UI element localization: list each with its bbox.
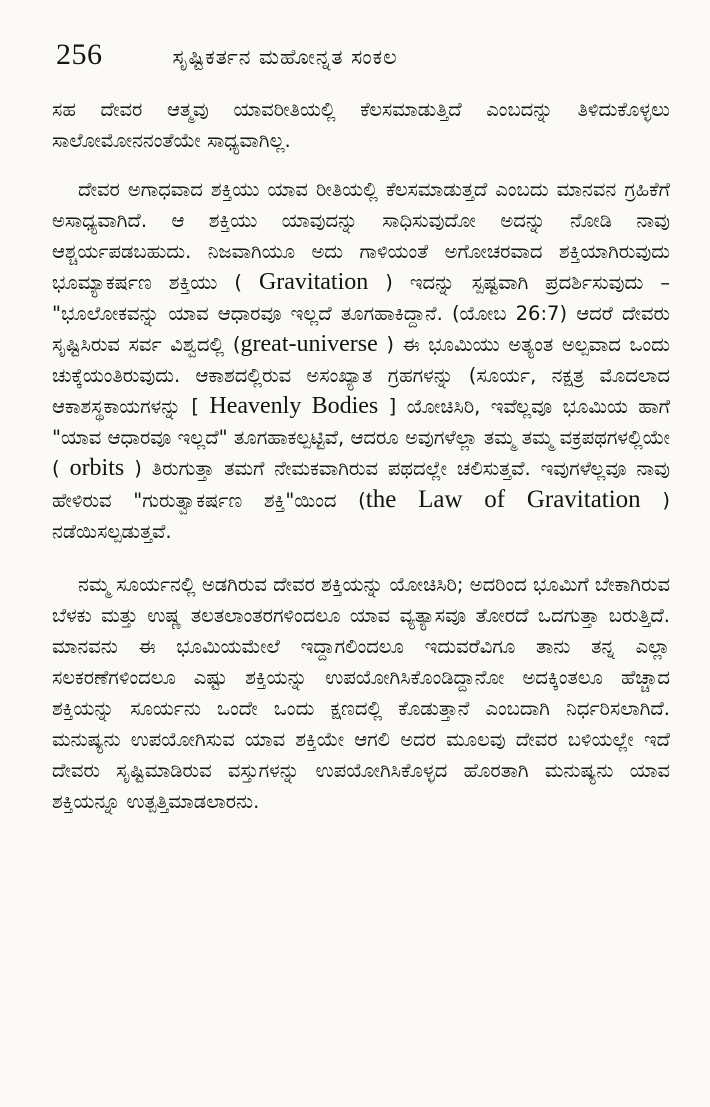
running-title: ಸೃಷ್ಟಿಕರ್ತನ ಮಹೋನ್ನತ ಸಂಕಲ: [172, 45, 398, 69]
paragraph-2: [52, 174, 670, 547]
paragraph-3: [52, 569, 670, 817]
paragraph-3-text: ನಮ್ಮ ಸೂರ್ಯನಲ್ಲಿ ಅಡಗಿರುವ ದೇವರ ಶಕ್ತಿಯನ್ನು ಯೋಚಿಸಿರಿ; ಅದರಿಂದ ಭೂಮಿಗೆ ಬೇಕಾಗಿರುವ ಬೆಳಕು ಮತ್ತು ಉಷ್ಣ ತಲತಲಾಂತರಗಳಿಂದಲೂ ಯಾವ ವ್ಯತ್ಯಾಸವೂ ತೋರದೆ ಒದಗುತ್ತಾ ಬರುತ್ತಿದೆ. ಮಾನವನು ಈ ಭೂಮಿಯಮೇಲೆ ಇದ್ದಾಗಲಿಂದಲೂ ಇದುವರೆವಿಗೂ ತಾನು ತನ್ನ ಎಲ್ಲಾ ಸಲಕರಣೆಗಳಿಂದಲೂ ಎಷ್ಟು ಶಕ್ತಿಯನ್ನು ಉಪಯೋಗಿಸಿಕೊಂಡಿದ್ದಾನೋ ಅದಕ್ಕಿಂತಲೂ ಹೆಚ್ಚಾದ ಶಕ್ತಿಯನ್ನು ಸೂರ್ಯನು ಒಂದೇ ಒಂದು ಕ್ಷಣದಲ್ಲಿ ಕೊಡುತ್ತಾನೆ ಎಂಬದಾಗಿ ನಿರ್ಧರಿಸಲಾಗಿದೆ. ಮನುಷ್ಯನು ಉಪಯೋಗಿಸುವ ಯಾವ ಶಕ್ತಿಯೇ ಆಗಲಿ ಅದರ ಮೂಲವು ದೇವರ ಬಳಿಯಲ್ಲೇ ಇದೆ ದೇವರು ಸೃಷ್ಟಿಮಾಡಿರುವ ವಸ್ತುಗಳನ್ನು ಉಪಯೋಗಿಸಿಕೊಳ್ಳದ ಹೊರತಾಗಿ ಮನುಷ್ಯನು ಯಾವ ಶಕ್ತಿಯನ್ನೂ ಉತ್ಪತ್ತಿಮಾಡಲಾರನು.: [52, 573, 670, 813]
paragraph-2-text-4: ] ಯೋಚಿಸಿರಿ, ಇವೆಲ್ಲವೂ ಭೂಮಿಯ ಹಾಗೆ "ಯಾವ ಆಧಾರವೂ ಇಲ್ಲದೆ" ತೂಗಹಾಕಲ್ಪಟ್ಟಿವೆ, ಆದರೂ ಅವುಗಳೆಲ್ಲಾ ತಮ್ಮ ತಮ್ಮ ವಕ್ರಪಥಗಳಲ್ಲಿಯೇ (: [52, 395, 671, 480]
paragraph-2-text-3: ) ಈ ಭೂಮಿಯು ಅತ್ಯಂತ ಅಲ್ಪವಾದ ಒಂದು ಚುಕ್ಕೆಯಂತಿರುವುದು. ಆಕಾಶದಲ್ಲಿರುವ ಅಸಂಖ್ಯಾತ ಗ್ರಹಗಳನ್ನು (ಸೂರ್ಯ, ನಕ್ಷತ್ರ ಮೊದಲಾದ ಆಕಾಶಸ್ಥಕಾಯಗಳನ್ನು [: [52, 333, 670, 418]
page-header: [52, 38, 670, 94]
page-number: 256: [56, 38, 103, 71]
english-term-great-universe: great-universe: [240, 331, 378, 357]
english-term-orbits: orbits: [69, 455, 125, 481]
book-page: [52, 38, 670, 817]
paragraph-2-text-5: ) ತಿರುಗುತ್ತಾ ತಮಗೆ ನೇಮಕವಾಗಿರುವ ಪಥದಲ್ಲೇ ಚಲಿಸುತ್ತವೆ. ಇವುಗಳೆಲ್ಲವೂ ನಾವು ಹೇಳಿರುವ "ಗುರುತ್ವಾಕರ್ಷಣ ಶಕ್ತಿ"ಯಿಂದ (: [52, 457, 671, 512]
english-term-gravitation: Gravitation: [258, 269, 369, 295]
paragraph-2-text-6: ) ನಡೆಯಿಸಲ್ಪಡುತ್ತವೆ.: [52, 489, 670, 543]
english-term-heavenly-bodies: Heavenly Bodies: [209, 393, 379, 419]
paragraph-2-text-2: ) ಇದನ್ನು ಸ್ಪಷ್ಟವಾಗಿ ಪ್ರದರ್ಶಿಸುವುದು – "ಭೂಲೋಕವನ್ನು ಯಾವ ಆಧಾರವೂ ಇಲ್ಲದೆ ತೂಗಹಾಕಿದ್ದಾನೆ. (ಯೋಬ 26:7) ಆದರೆ ದೇವರು ಸೃಷ್ಟಿಸಿರುವ ಸರ್ವ ವಿಶ್ವದಲ್ಲಿ (: [52, 271, 671, 356]
paragraph-1: ಸಹ ದೇವರ ಆತ್ಮವು ಯಾವರೀತಿಯಲ್ಲಿ ಕೆಲಸಮಾಡುತ್ತಿದೆ ಎಂಬದನ್ನು ತಿಳಿದುಕೊಳ್ಳಲು ಸಾಲೋಮೋನನಂತೆಯೇ ಸಾಧ್ಯವಾಗಿಲ್ಲ.: [52, 98, 670, 152]
paragraph-2-text-1: ದೇವರ ಅಗಾಧವಾದ ಶಕ್ತಿಯು ಯಾವ ರೀತಿಯಲ್ಲಿ ಕೆಲಸಮಾಡುತ್ತದೆ ಎಂಬದು ಮಾನವನ ಗ್ರಹಿಕೆಗೆ ಅಸಾಧ್ಯವಾಗಿದೆ. ಆ ಶಕ್ತಿಯು ಯಾವುದನ್ನು ಸಾಧಿಸುವುದೋ ಅದನ್ನು ನೋಡಿ ನಾವು ಆಶ್ಚರ್ಯಪಡಬಹುದು. ನಿಜವಾಗಿಯೂ ಅದು ಗಾಳಿಯಂತೆ ಅಗೋಚರವಾದ ಶಕ್ತಿಯಾಗಿರುವುದು ಭೂಮ್ಯಾಕರ್ಷಣ ಶಕ್ತಿಯು (: [52, 178, 670, 294]
english-term-law-of-gravitation: the Law of Gravitation: [365, 486, 641, 513]
